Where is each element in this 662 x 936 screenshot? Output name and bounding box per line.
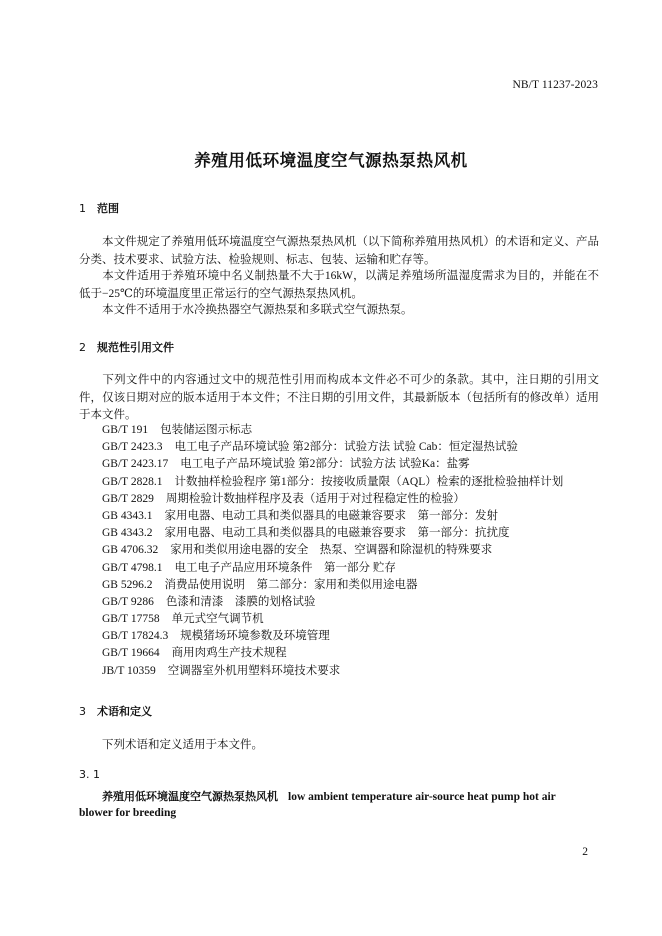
reference-item: GB/T 17824.3 规模猪场环境参数及环境管理 — [102, 630, 330, 643]
section-heading-terms — [79, 703, 152, 719]
section-title: 范围 — [97, 202, 119, 215]
section-number: 1 — [79, 202, 86, 215]
reference-item: GB/T 2423.3 电工电子产品环境试验 第2部分：试验方法 试验 Cab：恒定湿热试验 — [102, 441, 518, 454]
section-number: 3 — [79, 705, 86, 718]
section-heading-normative-references — [79, 339, 174, 355]
section-title: 术语和定义 — [97, 705, 152, 718]
section-heading-scope — [79, 200, 119, 216]
scope-paragraph-1: 本文件规定了养殖用低环境温度空气源热泵热风机（以下简称养殖用热风机）的术语和定义、产品分类、技术要求、试验方法、检验规则、标志、包装、运输和贮存等。 — [79, 236, 599, 266]
page-number: 2 — [582, 846, 588, 858]
normative-intro-paragraph: 下列文件中的内容通过文中的规范性引用而构成本文件必不可少的条款。其中，注日期的引用文件，仅该日期对应的版本适用于本文件；不注日期的引用文件，其最新版本（包括所有的修改单）适用于本文件。 — [79, 374, 599, 421]
scope-paragraph-2: 本文件适用于养殖环境中名义制热量不大于16kW，以满足养殖场所温湿度需求为目的，并能在不低于−25℃的环境温度里正常运行的空气源热泵热风机。 — [79, 270, 599, 300]
term-english: low ambient temperature air-source heat pump hot air — [288, 791, 556, 803]
reference-item: GB/T 2828.1 计数抽样检验程序 第1部分：按接收质量限（AQL）检索的逐批检验抽样计划 — [102, 475, 564, 488]
scope-paragraph-3: 本文件不适用于水冷换热器空气源热泵和多联式空气源热泵。 — [102, 304, 413, 316]
reference-item: GB 4706.32 家用和类似用途电器的安全 热泵、空调器和除湿机的特殊要求 — [102, 544, 493, 557]
standard-number: NB/T 11237-2023 — [512, 79, 598, 91]
reference-item: GB/T 2829 周期检验计数抽样程序及表（适用于对过程稳定性的检验） — [102, 492, 465, 505]
reference-item: GB 5296.2 消费品使用说明 第二部分：家用和类似用途电器 — [102, 578, 418, 591]
reference-item: GB/T 4798.1 电工电子产品应用环境条件 第一部分 贮存 — [102, 561, 396, 574]
reference-item: GB/T 17758 单元式空气调节机 — [102, 613, 264, 626]
terms-intro-paragraph: 下列术语和定义适用于本文件。 — [102, 739, 263, 751]
reference-item: GB/T 2423.17 电工电子产品环境试验 第2部分：试验方法 试验Ka：盐雾 — [102, 458, 470, 471]
term-entry — [79, 788, 599, 807]
term-chinese: 养殖用低环境温度空气源热泵热风机 — [102, 790, 278, 803]
section-number: 2 — [79, 341, 86, 354]
term-english-continued: blower for breeding — [79, 807, 177, 819]
reference-item: GB 4343.1 家用电器、电动工具和类似器具的电磁兼容要求 第一部分：发射 — [102, 509, 498, 522]
reference-list — [102, 422, 563, 680]
section-title: 规范性引用文件 — [97, 341, 174, 354]
reference-item: GB/T 9286 色漆和清漆 漆膜的划格试验 — [102, 595, 316, 608]
reference-item: GB/T 19664 商用肉鸡生产技术规程 — [102, 647, 287, 660]
document-title: 养殖用低环境温度空气源热泵热风机 — [194, 151, 468, 170]
reference-item: JB/T 10359 空调器室外机用塑料环境技术要求 — [102, 664, 341, 677]
reference-item: GB 4343.2 家用电器、电动工具和类似器具的电磁兼容要求 第一部分：抗扰度 — [102, 527, 510, 540]
term-number: 3. 1 — [79, 768, 100, 781]
reference-item: GB/T 191 包装储运图示标志 — [102, 424, 253, 436]
